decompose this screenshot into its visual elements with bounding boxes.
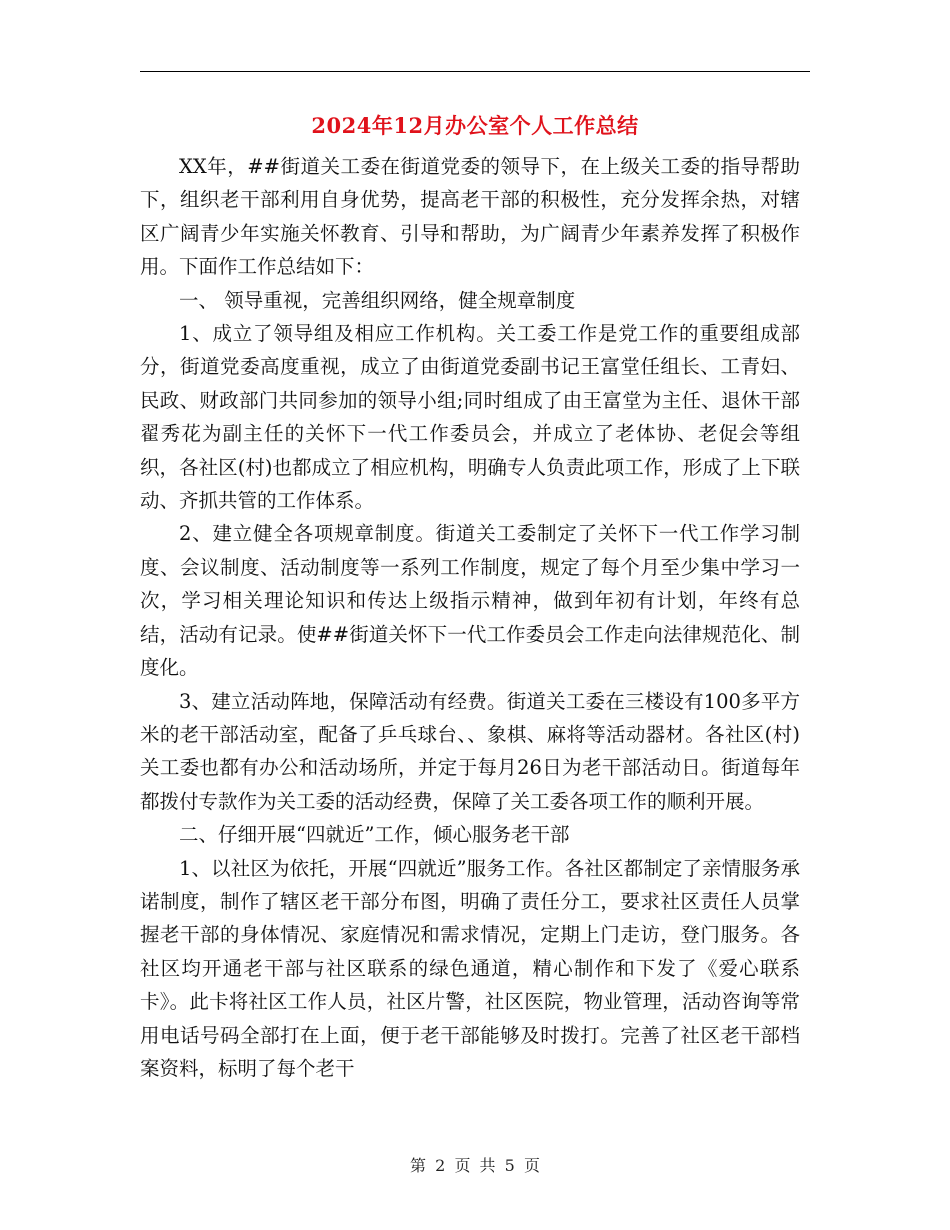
page-footer [140,1153,810,1176]
body-paragraph: 2、建立健全各项规章制度。街道关工委制定了关怀下一代工作学习制度、会议制度、活动制度等一系列工作制度，规定了每个月至少集中学习一次，学习相关理论知识和传达上级指示精神，做到年初有计划，年终有总结，活动有记录。使##街道关怀下一代工作委员会工作走向法律规范化、制度化。 [140,522,800,680]
body-paragraph: 3、建立活动阵地，保障活动有经费。街道关工委在三楼设有100多平方米的老干部活动室，配备了乒乓球台、、象棋、麻将等活动器材。各社区(村)关工委也都有办公和活动场所，并定于每月26日为老干部活动日。街道每年都拨付专款作为关工委的活动经费，保障了关工委各项工作的顺利开展。 [140,689,800,813]
footer-prefix: 第 [410,1156,427,1175]
footer-page-word: 页 [454,1156,471,1175]
section-heading-1: 一、 领导重视，完善组织网络，健全规章制度 [179,288,576,312]
section-heading-2: 二、仔细开展“四就近”工作，倾心服务老干部 [179,823,570,847]
footer-page-number: 2 [435,1156,446,1175]
intro-paragraph: XX年，##街道关工委在街道党委的领导下，在上级关工委的指导帮助下，组织老干部利用自身优势，提高老干部的积极性，充分发挥余热，对辖区广阔青少年实施关怀教育、引导和帮助，为广阔青少年素养发挥了积极作用。下面作工作总结如下： [140,155,800,279]
body-paragraph: 1、成立了领导组及相应工作机构。关工委工作是党工作的重要组成部分，街道党委高度重视，成立了由街道党委副书记王富堂任组长、工青妇、民政、财政部门共同参加的领导小组;同时组成了由王富堂为主任、退休干部翟秀花为副主任的关怀下一代工作委员会，并成立了老体协、老促会等组织，各社区(村)也都成立了相应机构，明确专人负责此项工作，形成了上下联动、齐抓共管的工作体系。 [140,322,800,513]
footer-suffix: 页 [523,1156,540,1175]
footer-total-word: 共 [479,1156,496,1175]
document-title: 2024年12月办公室个人工作总结 [311,113,639,138]
body-paragraph: 1、以社区为依托，开展“四就近”服务工作。各社区都制定了亲情服务承诺制度，制作了辖区老干部分布图，明确了责任分工，要求社区责任人员掌握老干部的身体情况、家庭情况和需求情况，定期上门走访，登门服务。各社区均开通老干部与社区联系的绿色通道，精心制作和下发了《爱心联系卡》。此卡将社区工作人员，社区片警，社区医院，物业管理，活动咨询等常用电话号码全部打在上面，便于老干部能够及时拨打。完善了社区老干部档案资料，标明了每个老干 [140,856,800,1080]
footer-total-pages: 5 [504,1156,515,1175]
document-body [140,150,800,1085]
header-rule [140,71,810,72]
